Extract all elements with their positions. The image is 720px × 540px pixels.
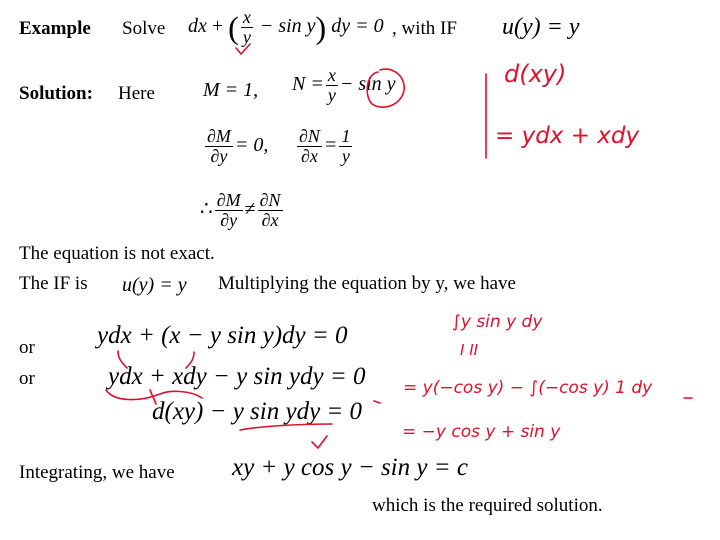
- or-label-2: or: [19, 368, 35, 389]
- here-word: Here: [118, 83, 155, 104]
- handwritten-dxy: d(xy): [504, 60, 567, 88]
- dm-dy-expression: $\frac{\partial M}{\partial y}$ = 0,: [207, 126, 269, 166]
- not-exact-text: The equation is not exact.: [19, 243, 215, 264]
- or-label-1: or: [19, 337, 35, 358]
- checkmark-2: [312, 436, 327, 448]
- with-if-text: , with IF: [392, 18, 457, 39]
- handwritten-integral: ∫y sin y dy: [452, 312, 543, 332]
- if-expression: u(y) = y: [502, 14, 580, 40]
- handwritten-parts: = y(−cos y) − ∫(−cos y) 1 dy: [403, 378, 653, 398]
- handwritten-result: = −y cos y + sin y: [402, 422, 561, 442]
- integrating-text: Integrating, we have: [19, 462, 175, 483]
- circle-sin-y-annotation: [367, 69, 404, 107]
- ode-equation: dx + ( $\frac{x}{y}$ − sin y) dy = 0: [188, 7, 384, 47]
- n-definition: N = $\frac{x}{y}$ − sin y: [292, 65, 396, 105]
- arrow-y-to-xdy: [186, 352, 194, 368]
- if-is-expression: u(y) = y: [122, 274, 187, 296]
- ode-dy-eq: dy = 0: [331, 14, 384, 37]
- handwritten-ia-labels: I II: [460, 341, 479, 359]
- solution-label: Solution:: [19, 83, 93, 104]
- conclusion-text: which is the required solution.: [372, 495, 603, 516]
- dash-mark: [374, 401, 380, 403]
- underline-sin-y-ydy: [240, 424, 332, 430]
- ode-plus: +: [211, 14, 224, 37]
- equation-line-3: d(xy) − y sin ydy = 0: [152, 398, 363, 425]
- handwritten-expansion: = ydx + xdy: [495, 123, 640, 149]
- inequality-expression: ∴ $\frac{\partial M}{\partial y}$ ≠ $\frac{\partial N}{\partial x}$: [200, 190, 281, 230]
- if-is-text: The IF is: [19, 273, 88, 294]
- ode-fraction: $\frac{x}{y}$: [242, 7, 251, 47]
- equation-line-1: ydx + (x − y sin y)dy = 0: [97, 322, 348, 349]
- arrow-y-to-ydx: [118, 351, 127, 368]
- m-definition: M = 1,: [203, 79, 259, 101]
- example-label: Example: [19, 18, 91, 39]
- equation-line-2: ydx + xdy − y sin ydy = 0: [108, 363, 366, 390]
- solve-word: Solve: [122, 18, 166, 39]
- ode-sin-term: − sin y: [259, 14, 316, 37]
- checkmark-1: [236, 44, 250, 54]
- solution-expression: xy + y cos y − sin y = c: [232, 454, 468, 481]
- ode-dx: dx: [188, 14, 207, 37]
- dn-dx-expression: $\frac{\partial N}{\partial x}$ = $\frac{1}{y}$: [299, 126, 351, 166]
- multiplying-text: Multiplying the equation by y, we have: [218, 273, 516, 294]
